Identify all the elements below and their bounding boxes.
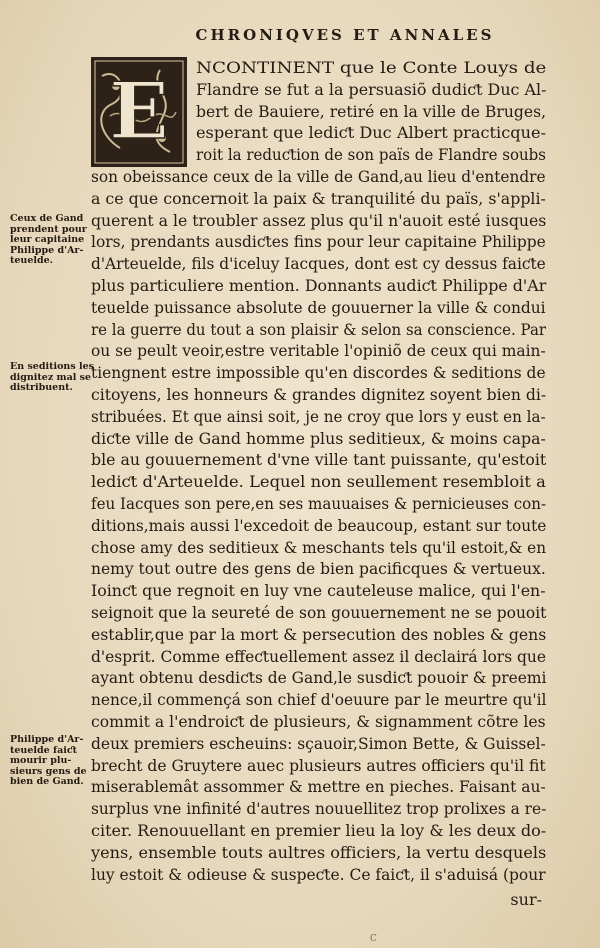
margin-gloss-gand-capitaine xyxy=(10,214,90,267)
gloss-line: teuelde. xyxy=(10,255,53,266)
gloss-line: Philippe d'Ar- xyxy=(10,244,84,256)
text-line: roit la reduƈtion de son païs de Flandre soubs xyxy=(196,145,546,165)
text-line: deux premiers escheuins: sçauoir,Simon Bette, & Guissel- xyxy=(91,733,546,753)
text-line: bert de Bauiere, retiré en la ville de Bruges, xyxy=(196,101,547,121)
catchword: sur- xyxy=(510,890,542,909)
text-line: stribuées. Et que ainsi soit, je ne croy que lors y eust en la- xyxy=(91,406,546,426)
text-line: commit a l'endroiƈt de plusieurs, & signamment cõtre les xyxy=(91,712,546,731)
text-line: nence,il commençá son chief d'oeuure par le meurtre qu'il xyxy=(91,690,547,710)
text-line: ble au gouuernement d'vne ville tant puissante, qu'estoit xyxy=(91,450,547,470)
gloss-line: prendent pour xyxy=(10,223,87,235)
text-line: a ce que concernoit la paix & tranquilité du païs, s'appli- xyxy=(91,188,546,208)
text-line: NCONTINENT que le Conte Louys de xyxy=(196,58,547,77)
gloss-line: En seditions les xyxy=(10,361,94,372)
text-line: lors, prendants ausdiƈtes fins pour leur capitaine Philippe xyxy=(91,232,546,252)
signature-mark: C xyxy=(370,934,377,944)
gloss-line: teuelde faiƈt xyxy=(10,744,78,756)
text-line: nemy tout outre des gens de bien pacificques & vertueux. xyxy=(91,559,546,579)
text-line: surplus vne infinité d'autres nouuellitez trop prolixes a re- xyxy=(91,799,547,819)
gloss-line: distribuent. xyxy=(10,382,73,393)
text-line: teuelde puissance absolute de gouuerner la ville & condui xyxy=(91,297,546,317)
text-line: re la guerre du tout a son plaisir & selon sa conscience. Par xyxy=(91,319,547,339)
text-line: querent a le troubler assez plus qu'il n'auoit esté iusques xyxy=(91,210,547,230)
text-line: d'Arteuelde, fils d'iceluy Iacques, dont est cy dessus faiƈte xyxy=(91,254,546,274)
text-line: ou se peult veoir,estre veritable l'opiniõ de ceux qui main- xyxy=(91,341,546,361)
text-line: lediƈt d'Arteuelde. Lequel non seullement resembloit a xyxy=(91,472,546,492)
text-line: Flandre se fut a la persuasiõ dudiƈt Duc Al- xyxy=(196,79,547,99)
gloss-line: mourir plu- xyxy=(10,755,72,766)
text-line: citoyens, les honneurs & grandes dignitez soyent bien di- xyxy=(91,385,547,404)
text-line: brecht de Gruytere auec plusieurs autres officiers qu'il fit xyxy=(91,755,546,775)
text-line: ditions,mais aussi l'excedoit de beaucoup, estant sur toute xyxy=(91,515,547,535)
text-line: Ioinƈt que regnoit en luy vne cauteleuse malice, qui l'en- xyxy=(91,581,546,601)
gloss-line: leur capitaine xyxy=(10,234,85,245)
text-line: son obeissance ceux de la ville de Gand,au lieu d'entendre xyxy=(91,167,546,186)
text-line: tiengnent estre impossible qu'en discordes & seditions de xyxy=(91,363,546,383)
text-line: yens, ensemble touts aultres officiers, la vertu desquels xyxy=(91,842,547,862)
running-head: CHRONIQVES ET ANNALES xyxy=(195,26,495,44)
text-line: luy estoit & odieuse & suspeƈte. Ce faiƈt, il s'aduisá (pour xyxy=(91,864,546,884)
text-line: miserablemât assommer & mettre en pieches. Faisant au- xyxy=(91,777,546,797)
text-line: feu Iacques son pere,en ses mauuaises & pernicieuses con- xyxy=(91,494,547,513)
text-line: citer. Renouuellant en premier lieu la loy & les deux do- xyxy=(91,821,547,840)
margin-gloss-seditions xyxy=(10,361,94,394)
text-line: esperant que lediƈt Duc Albert practicque- xyxy=(196,123,546,143)
initial-letter-glyph: E xyxy=(109,66,169,157)
gloss-line: Philippe d'Ar- xyxy=(10,734,84,745)
text-line: diƈte ville de Gand homme plus seditieux, & moins capa- xyxy=(91,428,546,448)
gloss-line: bien de Gand. xyxy=(10,776,84,787)
text-line: plus particuliere mention. Donnants audiƈt Philippe d'Ar xyxy=(91,276,547,295)
text-line: establir,que par la mort & persecution des nobles & gens xyxy=(91,624,547,644)
text-line: seignoit que la seureté de son gouuernement ne se pouoit xyxy=(91,603,547,622)
text-line: ayant obtenu desdiƈts de Gand,le susdiƈt pouoir & preemi xyxy=(91,668,547,688)
text-line: d'esprit. Comme effeƈtuellement assez il declairá lors que xyxy=(91,646,547,666)
gloss-line: sieurs gens de xyxy=(10,765,87,777)
gloss-line: dignitez mal se xyxy=(10,371,92,383)
margin-gloss-arteuelde-meurtre xyxy=(10,735,90,788)
text-line: chose amy des seditieux & meschants tels qu'il estoit,& en xyxy=(91,537,547,557)
gloss-line: Ceux de Gand xyxy=(10,213,84,224)
